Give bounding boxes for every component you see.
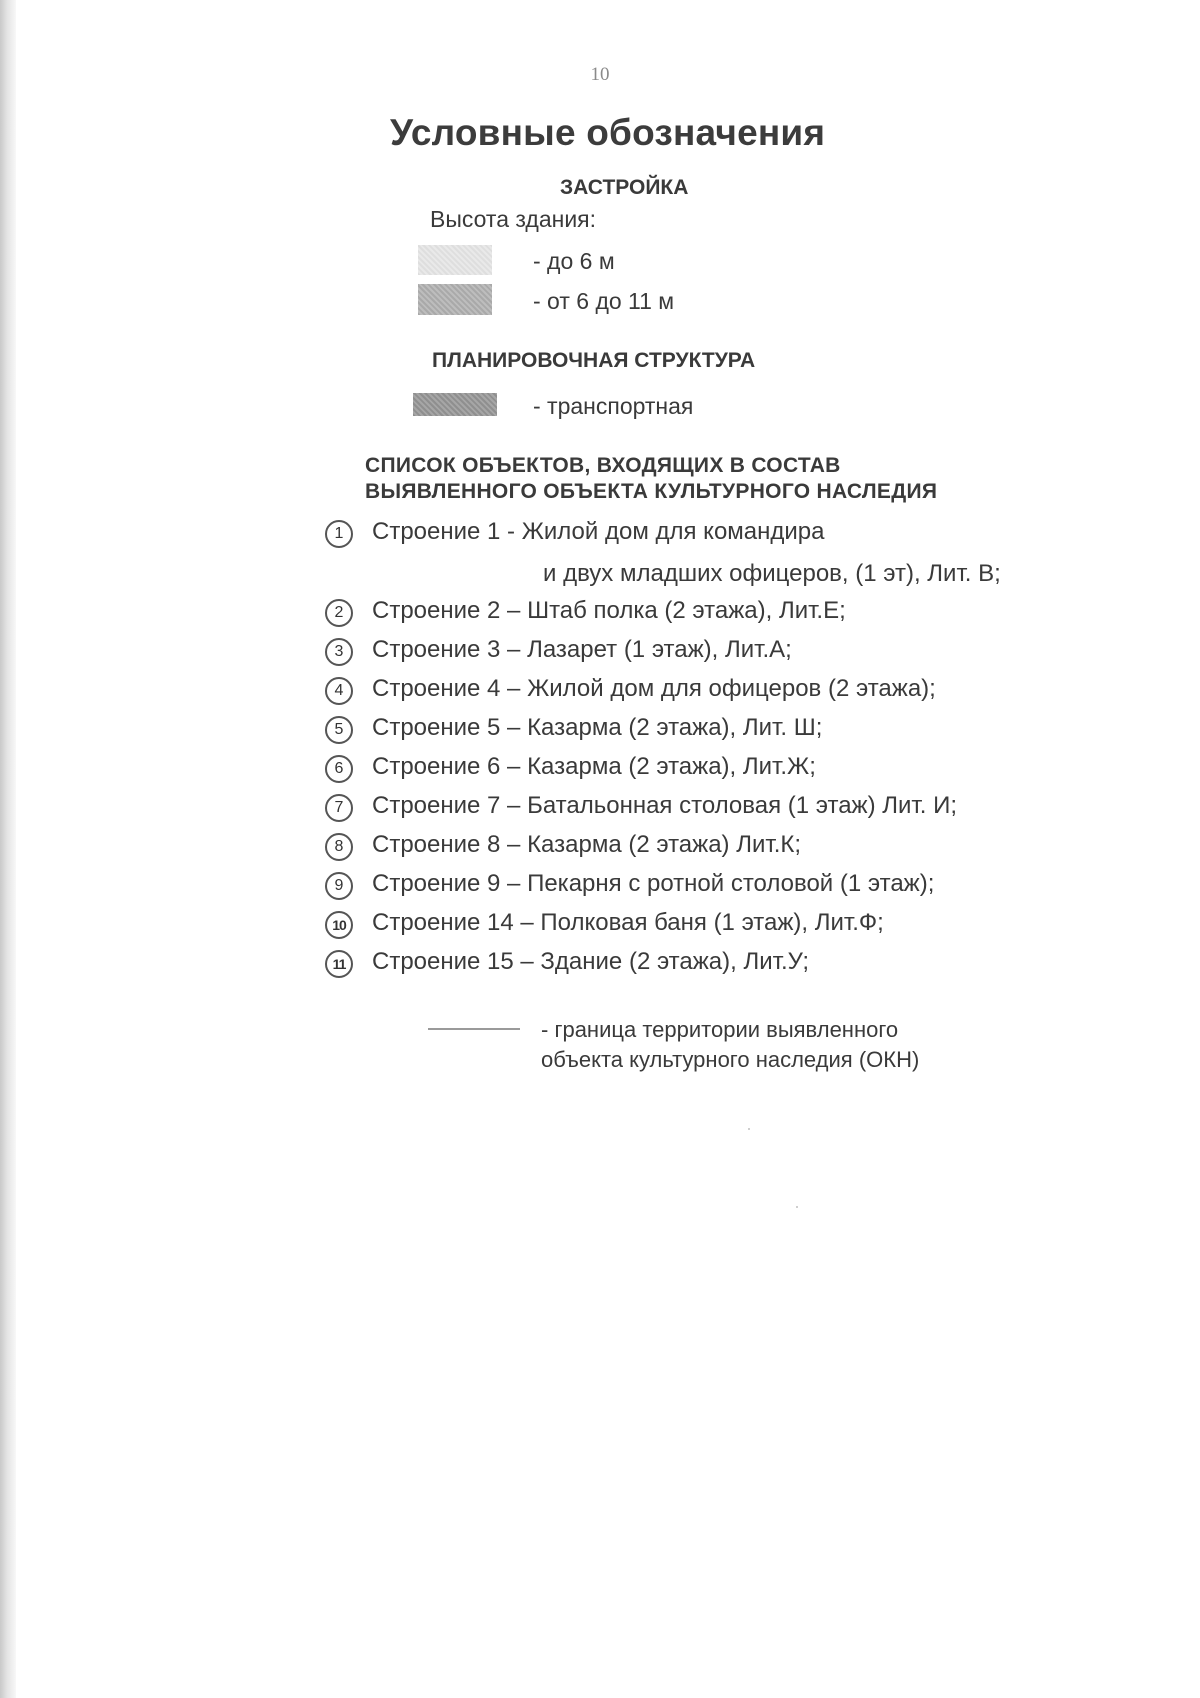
number-badge: 4	[325, 677, 353, 705]
planning-structure-heading: ПЛАНИРОВОЧНАЯ СТРУКТУРА	[432, 349, 756, 372]
list-item-text: Строение 2 – Штаб полка (2 этажа), Лит.Е;	[372, 597, 846, 624]
scan-speck	[748, 1128, 750, 1130]
list-item-continuation: и двух младших офицеров, (1 эт), Лит. В;	[543, 560, 1001, 587]
swatch-height-6-to-11m	[418, 284, 492, 315]
number-badge: 9	[325, 872, 353, 900]
list-item-text: Строение 6 – Казарма (2 этажа), Лит.Ж;	[372, 753, 816, 780]
legend-title: Условные обозначения	[390, 112, 826, 153]
number-badge: 2	[325, 599, 353, 627]
list-item-text: Строение 9 – Пекарня с ротной столовой (1 этаж);	[372, 870, 935, 897]
number-badge: 11	[325, 950, 353, 978]
number-badge: 3	[325, 638, 353, 666]
swatch-transport	[413, 393, 497, 416]
number-badge: 6	[325, 755, 353, 783]
page-number: 10	[590, 64, 610, 85]
number-badge: 8	[325, 833, 353, 861]
border-legend-line1: - граница территории выявленного	[541, 1017, 899, 1042]
number-badge: 7	[325, 794, 353, 822]
number-badge: 10	[325, 911, 353, 939]
legend-label-up-to-6m: - до 6 м	[533, 248, 615, 274]
list-item-text: Строение 7 – Батальонная столовая (1 этаж) Лит. И;	[372, 792, 957, 819]
okn-border-line-sample	[428, 1028, 520, 1030]
legend-label-transport: - транспортная	[533, 393, 694, 419]
list-item-text: Строение 8 – Казарма (2 этажа) Лит.К;	[372, 831, 802, 858]
legend-label-6-to-11m: - от 6 до 11 м	[533, 288, 675, 314]
list-item-text: Строение 14 – Полковая баня (1 этаж), Лит.Ф;	[372, 909, 884, 936]
building-height-label: Высота здания:	[430, 206, 597, 232]
list-item-text: Строение 15 – Здание (2 этажа), Лит.У;	[372, 948, 810, 975]
objects-list-heading-line2: ВЫЯВЛЕННОГО ОБЪЕКТА КУЛЬТУРНОГО НАСЛЕДИЯ	[365, 480, 938, 503]
list-item-text: Строение 4 – Жилой дом для офицеров (2 этажа);	[372, 675, 936, 702]
list-item-text: Строение 5 – Казарма (2 этажа), Лит. Ш;	[372, 714, 823, 741]
scan-edge-shadow	[0, 0, 16, 1698]
list-item-text: Строение 1 - Жилой дом для командира	[372, 518, 825, 545]
list-item-text: Строение 3 – Лазарет (1 этаж), Лит.А;	[372, 636, 792, 663]
swatch-height-up-to-6m	[418, 245, 492, 275]
number-badge: 5	[325, 716, 353, 744]
border-legend-line2: объекта культурного наследия (ОКН)	[541, 1047, 920, 1072]
zastroyka-heading: ЗАСТРОЙКА	[560, 176, 689, 199]
objects-list-heading-line1: СПИСОК ОБЪЕКТОВ, ВХОДЯЩИХ В СОСТАВ	[365, 454, 841, 477]
number-badge: 1	[325, 520, 353, 548]
scan-speck	[796, 1206, 798, 1208]
